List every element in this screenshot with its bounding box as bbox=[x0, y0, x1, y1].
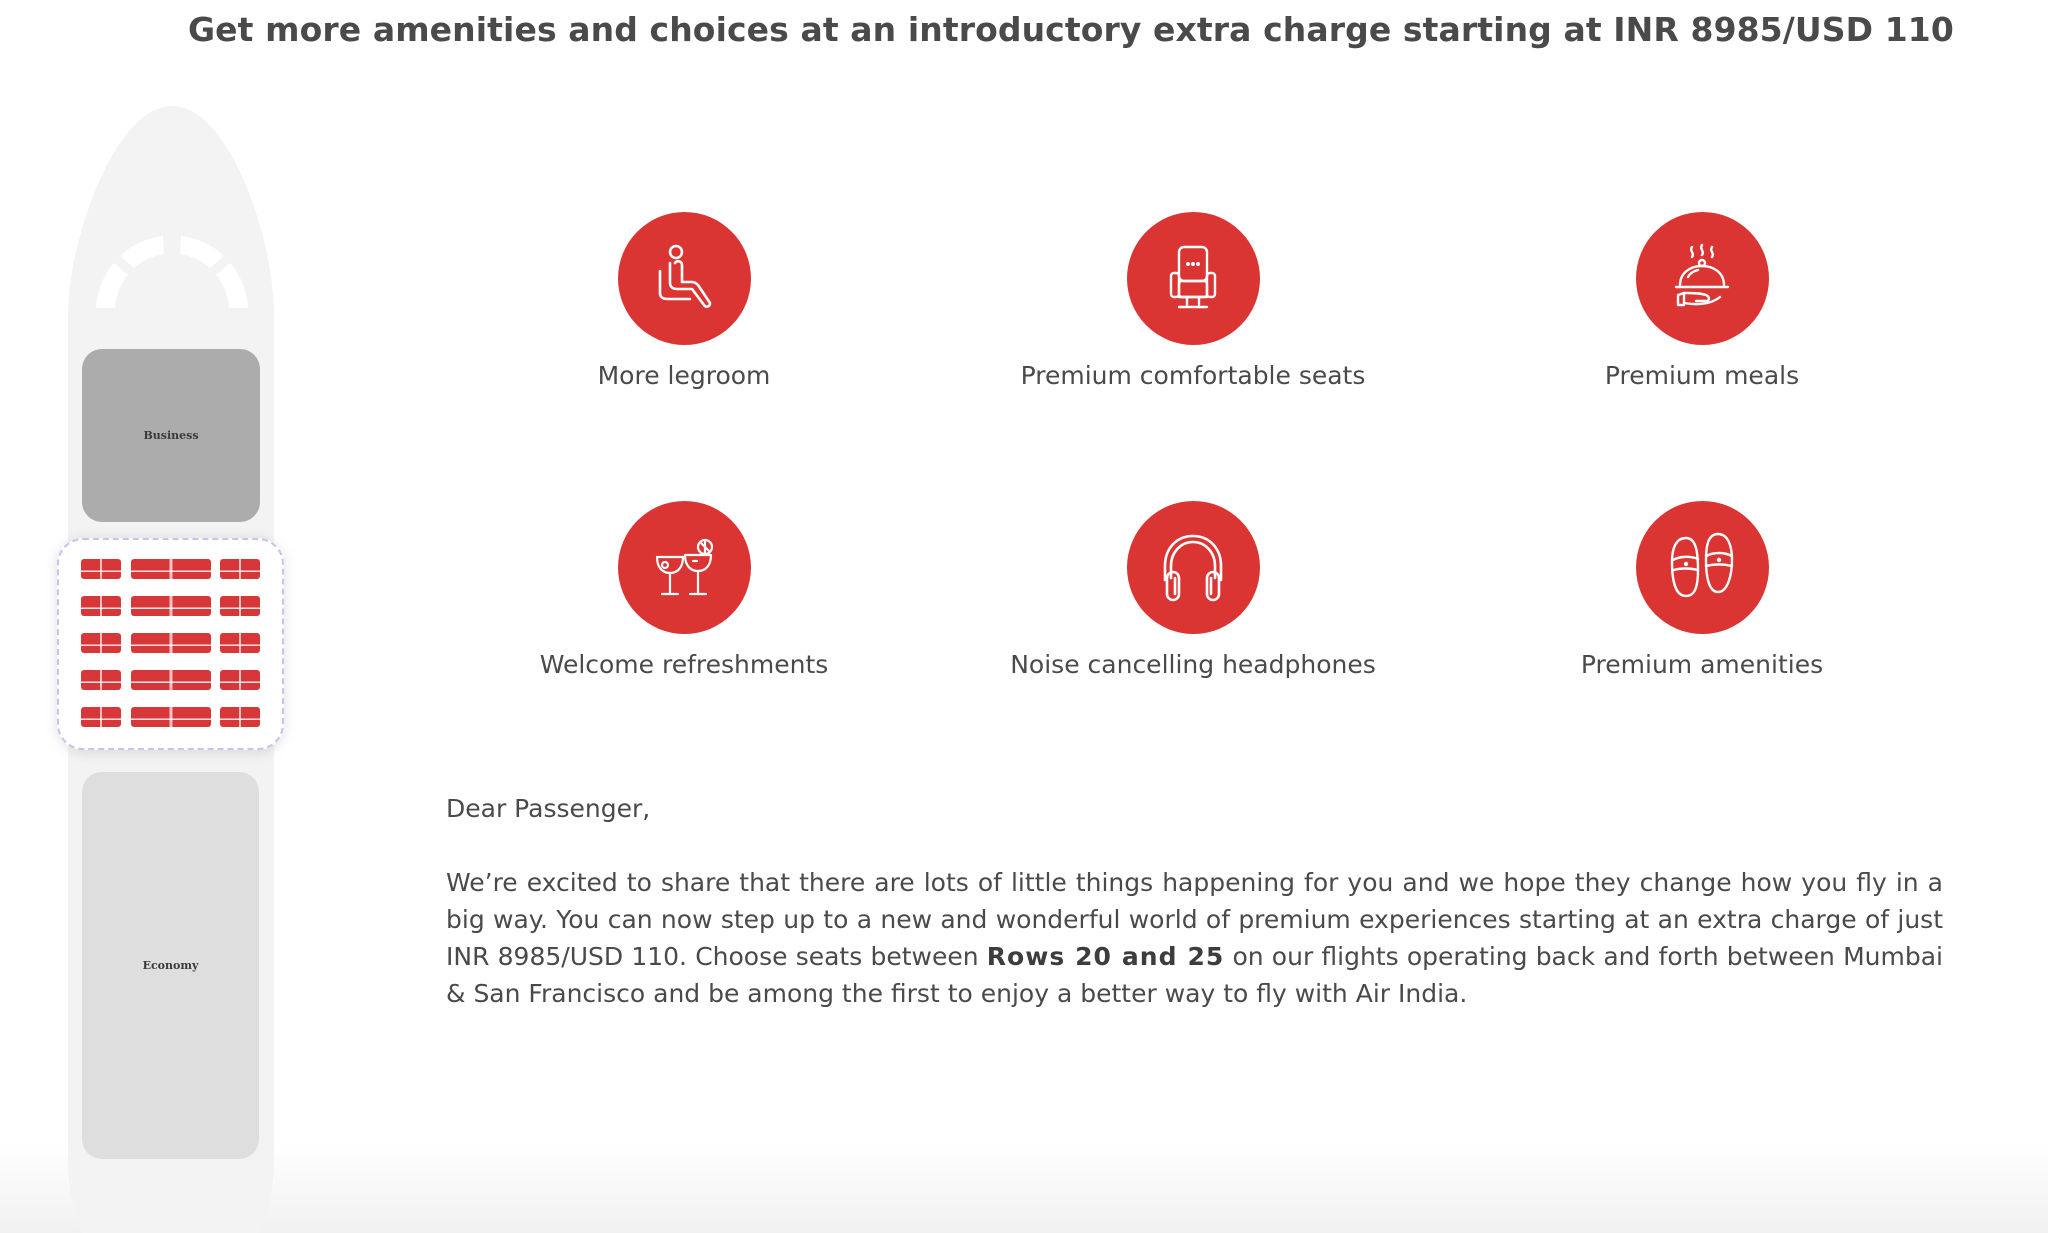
amenity-meals-badge bbox=[1636, 212, 1769, 345]
premium-seat-block[interactable] bbox=[220, 670, 260, 690]
slippers-icon bbox=[1664, 530, 1740, 606]
amenity-meals bbox=[1492, 212, 1912, 390]
premium-seat-block[interactable] bbox=[131, 596, 211, 616]
letter-body-closing: on our flights operating back and forth between Mumbai & San Francisco and be among the first to enjoy a better way to fly with Air India. bbox=[446, 942, 1944, 1008]
amenity-refreshments-label: Welcome refreshments bbox=[539, 650, 829, 679]
premium-seat-block[interactable] bbox=[220, 633, 260, 653]
premium-seat-block[interactable] bbox=[220, 559, 260, 579]
amenity-legroom-label: More legroom bbox=[597, 361, 771, 390]
amenity-legroom bbox=[474, 212, 894, 390]
legroom-icon bbox=[648, 243, 720, 315]
amenity-seats bbox=[983, 212, 1403, 390]
premium-seat-block[interactable] bbox=[220, 707, 260, 727]
premium-seat-block[interactable] bbox=[81, 596, 121, 616]
amenity-premium-label: Premium amenities bbox=[1580, 650, 1824, 679]
premium-seat-block[interactable] bbox=[81, 633, 121, 653]
drinks-icon bbox=[647, 531, 721, 605]
premium-seat-block[interactable] bbox=[131, 633, 211, 653]
economy-cabin[interactable] bbox=[82, 772, 259, 1159]
amenity-headphones-badge bbox=[1127, 501, 1260, 634]
amenity-refreshments bbox=[474, 501, 894, 679]
premium-seat-block[interactable] bbox=[81, 670, 121, 690]
letter-body-highlight-rows: Rows 20 and 25 bbox=[986, 942, 1225, 971]
meal-cloche-icon bbox=[1666, 243, 1738, 315]
letter-greeting: Dear Passenger, bbox=[446, 794, 651, 823]
amenity-meals-label: Premium meals bbox=[1604, 361, 1800, 390]
economy-cabin-label: Economy bbox=[142, 959, 199, 972]
premium-seat-block[interactable] bbox=[81, 707, 121, 727]
amenity-premium bbox=[1492, 501, 1912, 679]
aircraft-seat-map bbox=[60, 100, 290, 1233]
business-cabin[interactable] bbox=[82, 349, 260, 522]
passenger-letter bbox=[446, 790, 1943, 1012]
amenity-premium-badge bbox=[1636, 501, 1769, 634]
premium-seat-block[interactable] bbox=[131, 707, 211, 727]
amenity-legroom-badge bbox=[618, 212, 751, 345]
amenity-headphones bbox=[983, 501, 1403, 679]
seat-icon bbox=[1157, 243, 1229, 315]
letter-body bbox=[446, 864, 1943, 1012]
page-headline: Get more amenities and choices at an introductory extra charge starting at INR 8985/USD 110 bbox=[188, 10, 1954, 49]
amenity-headphones-label: Noise cancelling headphones bbox=[1010, 650, 1376, 679]
premium-seat-block[interactable] bbox=[220, 596, 260, 616]
letter-body-intro: We’re excited to share that there are lots of little things happening for you and we hope they change how you fly in a big way. You can now step up to a new and wonderful world of premium experiences starting at an extra charge of just INR 8985/USD 110. Choose seats between bbox=[446, 868, 1943, 971]
business-cabin-label: Business bbox=[143, 429, 199, 442]
premium-economy-cabin[interactable] bbox=[57, 538, 284, 750]
amenity-refreshments-badge bbox=[618, 501, 751, 634]
amenity-seats-label: Premium comfortable seats bbox=[1020, 361, 1366, 390]
premium-seat-block[interactable] bbox=[81, 559, 121, 579]
premium-seat-block[interactable] bbox=[131, 559, 211, 579]
bottom-fade bbox=[0, 1143, 2048, 1233]
amenity-seats-badge bbox=[1127, 212, 1260, 345]
headphones-icon bbox=[1153, 528, 1233, 608]
premium-seat-block[interactable] bbox=[131, 670, 211, 690]
